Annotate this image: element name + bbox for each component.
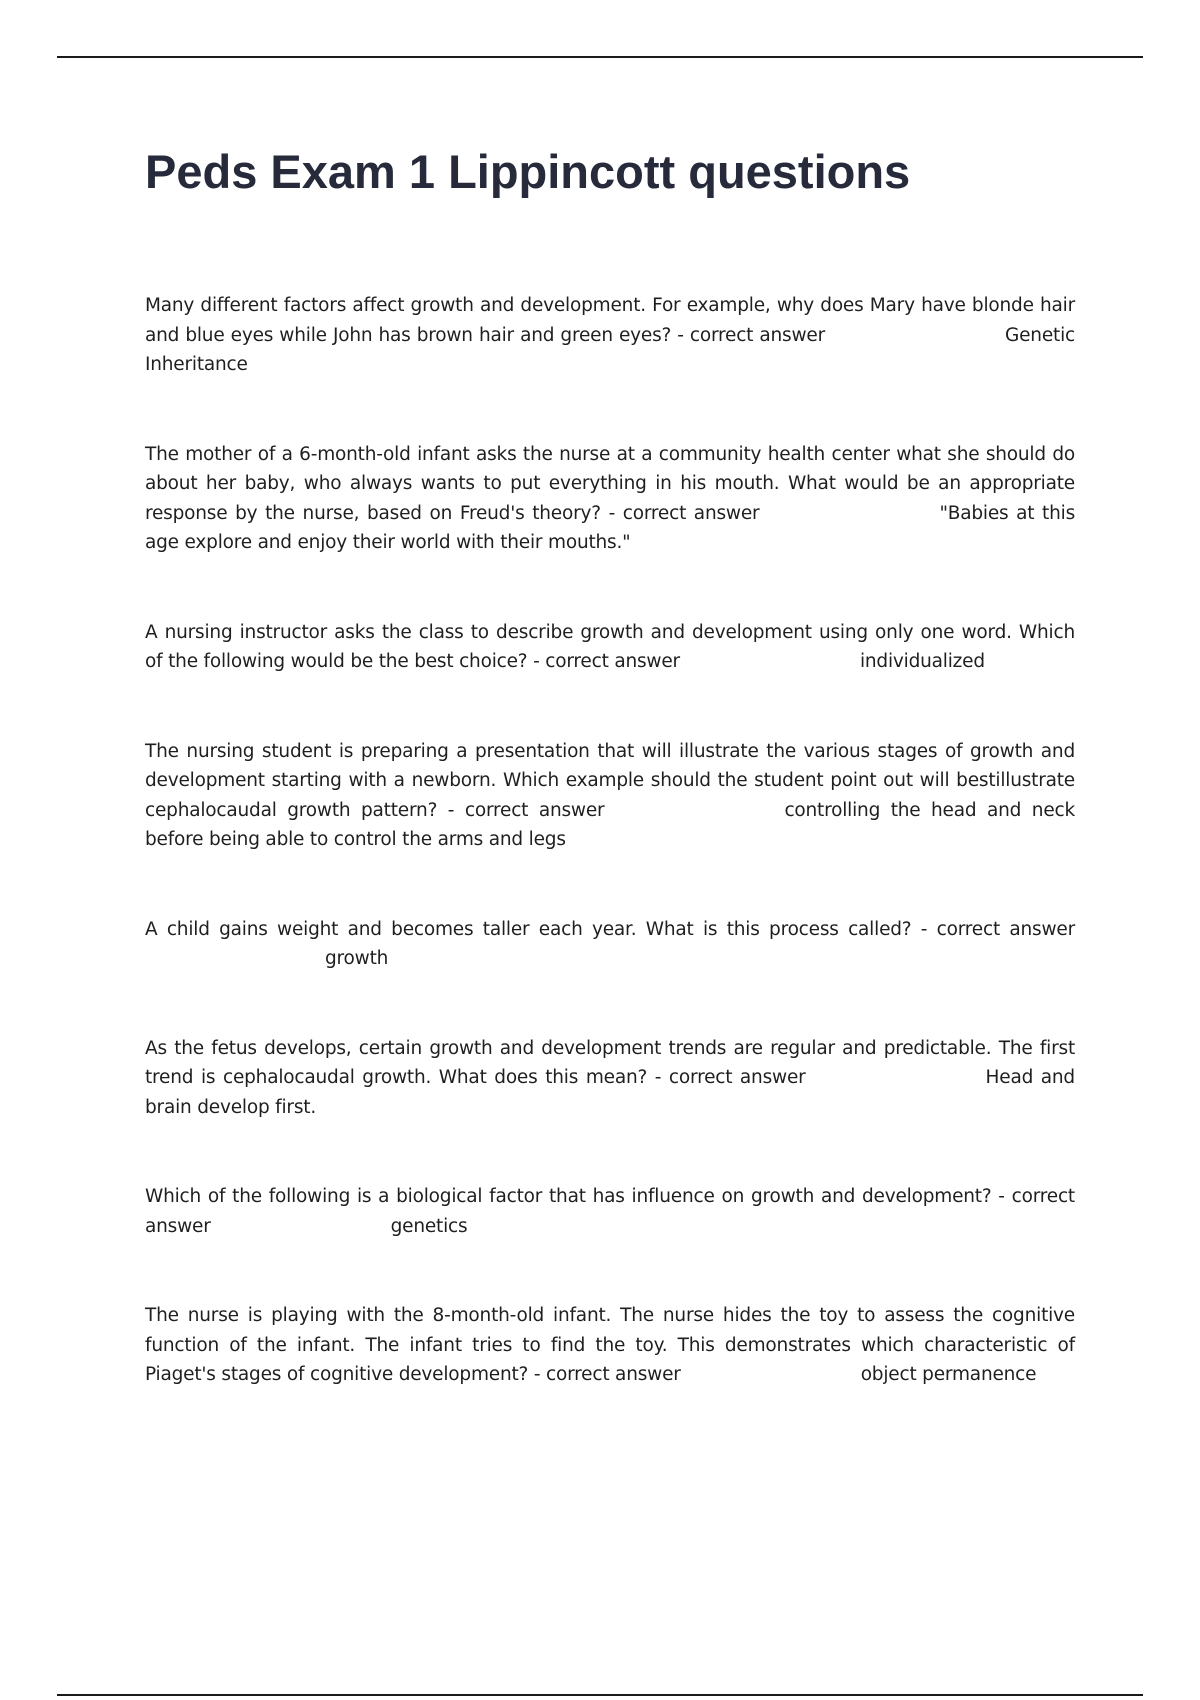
qa-item [145, 915, 1075, 974]
answer-text: "Babies at this age explore and enjoy their world with their mouths." [145, 502, 1076, 553]
question-text: The mother of a 6-month-old infant asks the nurse at a community health center what she should do about her baby, who always wants to put everything in his mouth. What would be an appropriate response by the nurse, based on Freud's theory? [145, 443, 1075, 524]
correct-answer-label: - correct answer [145, 1186, 1075, 1237]
correct-answer-label: - correct answer [447, 799, 605, 821]
question-text: A child gains weight and becomes taller each year. What is this process called? [145, 918, 912, 940]
page-title: Peds Exam 1 Lippincott questions [145, 145, 911, 198]
correct-answer-label: - correct answer [533, 651, 680, 672]
correct-answer-label: - correct answer [608, 502, 760, 524]
answer-text: object permanence [860, 1364, 1037, 1385]
correct-answer-label: - correct answer [533, 1364, 681, 1385]
question-text: The nurse is playing with the 8-month-old infant. The nurse hides the toy to assess the cognitive function of the infant. The infant tries to find the toy. This demonstrates which characteristic of Piaget's stages of cognitive development? [145, 1305, 1075, 1385]
answer-text: growth [325, 948, 389, 969]
question-text: As the fetus develops, certain growth and development trends are regular and predictable. The first trend is cephalocaudal growth. What does this mean? [145, 1037, 1075, 1088]
bottom-rule [57, 1694, 1143, 1696]
qa-list [145, 291, 1075, 1390]
qa-item [145, 291, 1075, 380]
qa-item [145, 1301, 1075, 1390]
top-rule [57, 56, 1143, 58]
question-text: Many different factors affect growth and development. For example, why does Mary have blonde hair and blue eyes while John has brown hair and green eyes? [145, 295, 1075, 346]
answer-text: individualized [859, 651, 985, 672]
qa-item [145, 1182, 1075, 1241]
qa-item [145, 440, 1075, 558]
answer-text: genetics [390, 1215, 468, 1237]
answer-text: Head and brain develop first. [145, 1067, 1075, 1118]
answer-text: Genetic Inheritance [145, 324, 1075, 375]
question-text: The nursing student is preparing a presentation that will illustrate the various stages of growth and development starting with a newborn. Which example should the student point out will bestillustrate cephalocaudal growth pattern? [145, 740, 1075, 821]
question-text: A nursing instructor asks the class to describe growth and development using only one word. Which of the following would be the best choice? [145, 621, 1075, 672]
question-text: Which of the following is a biological factor that has influence on growth and development? [145, 1186, 992, 1207]
correct-answer-label: - correct answer [677, 324, 825, 346]
correct-answer-label: - correct answer [920, 918, 1075, 940]
qa-item [145, 1034, 1075, 1123]
qa-item [145, 737, 1075, 855]
answer-text: controlling the head and neck before being able to control the arms and legs [145, 799, 1075, 850]
qa-item [145, 618, 1075, 677]
correct-answer-label: - correct answer [654, 1067, 806, 1088]
